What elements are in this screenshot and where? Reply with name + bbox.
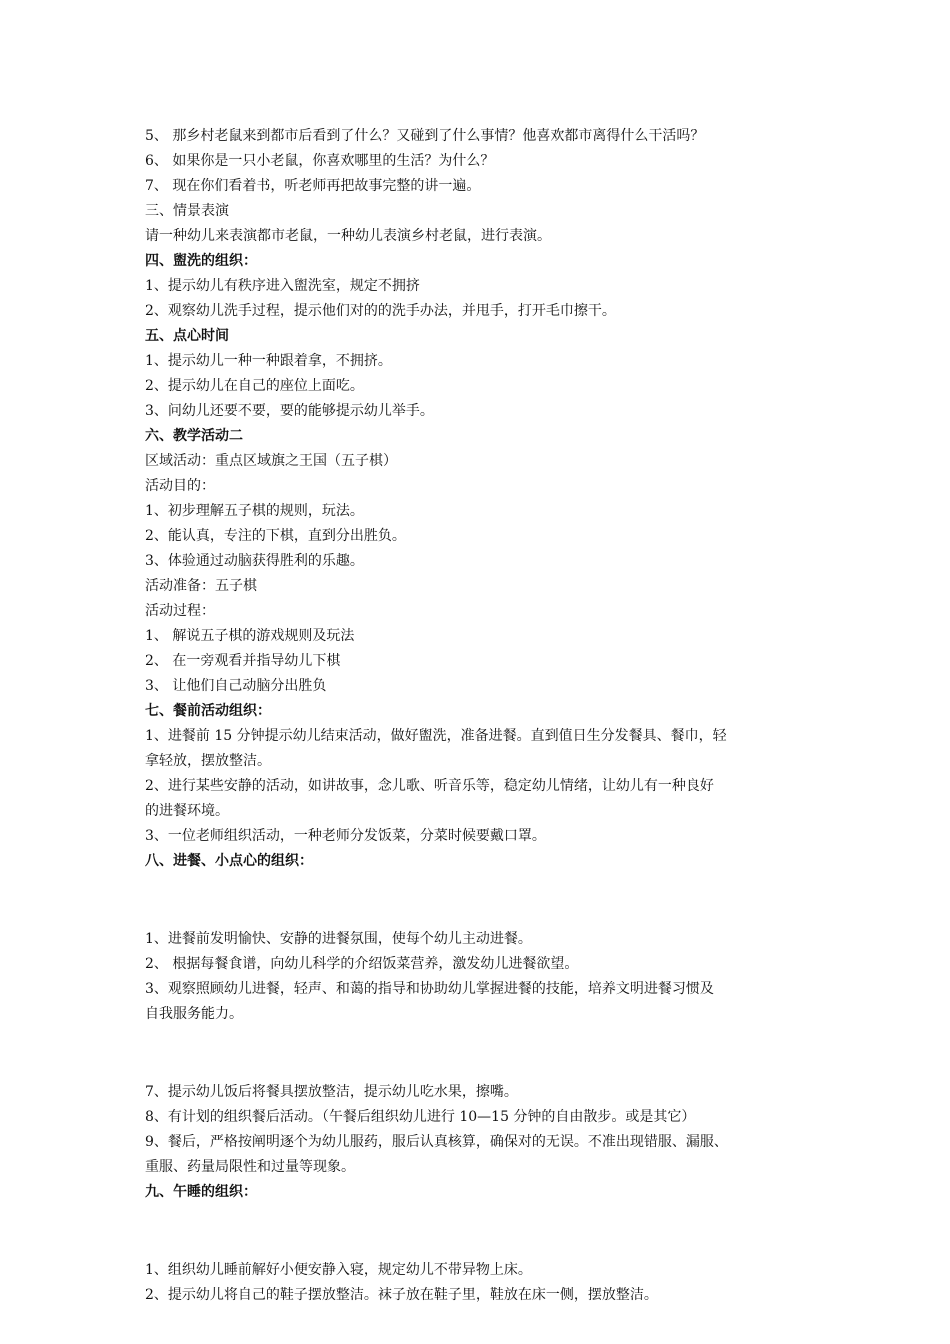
text-line: 重服、药量局限性和过量等现象。: [145, 1159, 355, 1175]
text-line: 3、 让他们自己动脑分出胜负: [145, 678, 327, 694]
text-line: 2、 根据每餐食谱，向幼儿科学的介绍饭菜营养，激发幼儿进餐欲望。: [145, 956, 579, 972]
text-line: 5、 那乡村老鼠来到都市后看到了什么？又碰到了什么事情？他喜欢都市离得什么干活吗？: [145, 128, 705, 144]
text-line: 三、情景表演: [145, 203, 229, 219]
section-heading: 五、点心时间: [145, 328, 229, 344]
text-line: 活动过程：: [145, 603, 215, 619]
text-line: 活动目的：: [145, 478, 215, 494]
section-heading: 七、餐前活动组织：: [145, 703, 271, 719]
text-line: 2、观察幼儿洗手过程，提示他们对的的洗手办法，并甩手，打开毛巾擦干。: [145, 303, 616, 319]
text-line: 区域活动：重点区域旗之王国（五子棋）: [145, 453, 397, 469]
text-line: 7、 现在你们看着书，听老师再把故事完整的讲一遍。: [145, 178, 481, 194]
text-line: 1、 解说五子棋的游戏规则及玩法: [145, 628, 355, 644]
text-line: 1、提示幼儿有秩序进入盥洗室，规定不拥挤: [145, 278, 420, 294]
text-line: 3、体验通过动脑获得胜利的乐趣。: [145, 553, 364, 569]
text-line: 自我服务能力。: [145, 1006, 243, 1022]
document-page: [145, 124, 815, 1308]
text-line: 3、观察照顾幼儿进餐，轻声、和蔼的指导和协助幼儿掌握进餐的技能，培养文明进餐习惯及: [145, 981, 714, 997]
text-line: 2、能认真，专注的下棋，直到分出胜负。: [145, 528, 406, 544]
text-line: 8、有计划的组织餐后活动。（午餐后组织幼儿进行 10—15 分钟的自由散步。或是其它）: [145, 1109, 696, 1125]
text-line: 活动准备：五子棋: [145, 578, 257, 594]
text-line: 6、 如果你是一只小老鼠，你喜欢哪里的生活？为什么？: [145, 153, 495, 169]
section-heading: 八、进餐、小点心的组织：: [145, 853, 313, 869]
section-heading: 四、盥洗的组织：: [145, 253, 257, 269]
text-line: 1、进餐前 15 分钟提示幼儿结束活动，做好盥洗，准备进餐。直到值日生分发餐具、餐巾，轻: [145, 728, 727, 744]
text-line: 3、问幼儿还要不要，要的能够提示幼儿举手。: [145, 403, 434, 419]
section-heading: 六、教学活动二: [145, 428, 243, 444]
text-line: 2、进行某些安静的活动，如讲故事，念儿歌、听音乐等，稳定幼儿情绪，让幼儿有一种良好: [145, 778, 714, 794]
blank-line: [145, 1041, 815, 1066]
text-line: 3、一位老师组织活动，一种老师分发饭菜，分菜时候要戴口罩。: [145, 828, 546, 844]
text-line: 拿轻放，摆放整洁。: [145, 753, 271, 769]
text-line: 1、进餐前发明愉快、安静的进餐氛围，使每个幼儿主动进餐。: [145, 931, 532, 947]
text-line: 请一种幼儿来表演都市老鼠，一种幼儿表演乡村老鼠，进行表演。: [145, 228, 551, 244]
blank-line: [145, 888, 815, 913]
text-line: 2、提示幼儿将自己的鞋子摆放整洁。袜子放在鞋子里，鞋放在床一侧，摆放整洁。: [145, 1287, 658, 1303]
section-heading: 九、午睡的组织：: [145, 1184, 257, 1200]
text-line: 的进餐环境。: [145, 803, 229, 819]
text-line: 9、餐后，严格按阐明逐个为幼儿服药，服后认真核算，确保对的无误。不准出现错服、漏服、: [145, 1134, 728, 1150]
text-line: 1、初步理解五子棋的规则，玩法。: [145, 503, 364, 519]
text-line: 2、 在一旁观看并指导幼儿下棋: [145, 653, 341, 669]
text-line: 1、组织幼儿睡前解好小便安静入寝，规定幼儿不带异物上床。: [145, 1262, 532, 1278]
blank-line: [145, 1219, 815, 1244]
text-line: 7、提示幼儿饭后将餐具摆放整洁，提示幼儿吃水果，擦嘴。: [145, 1084, 518, 1100]
text-line: 1、提示幼儿一种一种跟着拿，不拥挤。: [145, 353, 392, 369]
text-line: 2、提示幼儿在自己的座位上面吃。: [145, 378, 364, 394]
